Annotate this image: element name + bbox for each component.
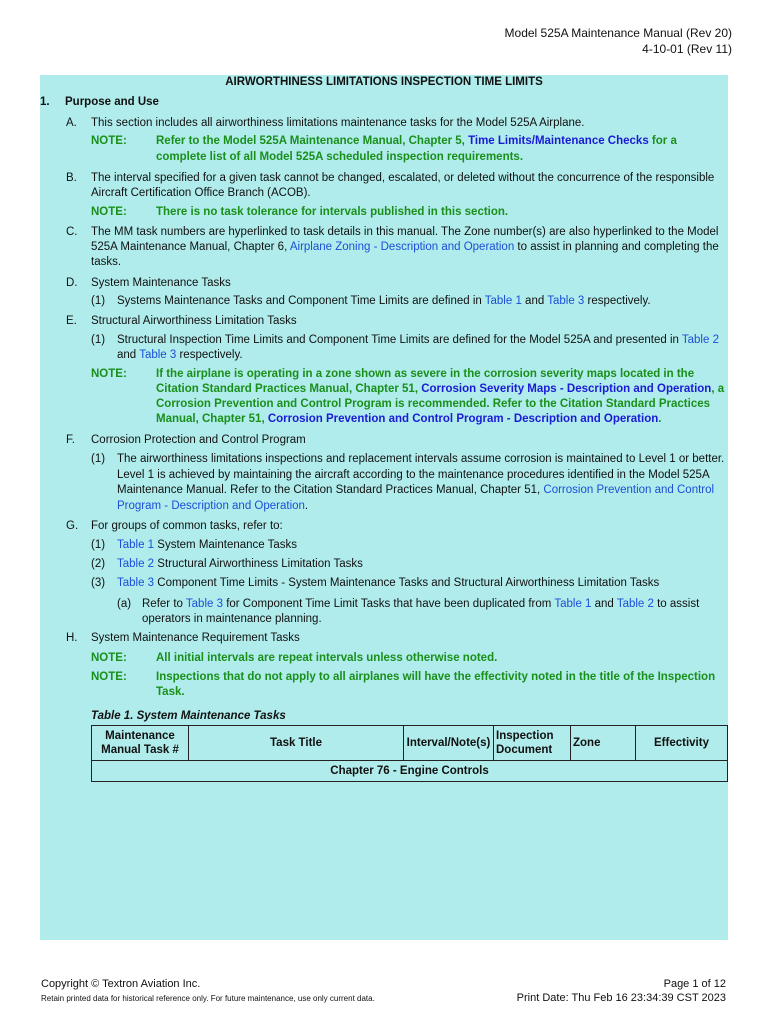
item-c-line2: 525A Maintenance Manual, Chapter 6, Airplane Zoning - Description and Operation to assist in planning and completing the <box>91 241 719 253</box>
link-table-1[interactable]: Table 1 <box>554 598 592 610</box>
item-f-line1: The airworthiness limitations inspections and replacement intervals assume corrosion is maintained to Level 1 or better. <box>117 453 725 465</box>
content-panel <box>40 75 728 940</box>
note-e-line3: Corrosion Prevention and Control Program is recommended. Refer to the Citation Standard Practices <box>156 398 711 410</box>
item-letter-d: D. <box>66 277 78 289</box>
sub-item-number: (3) <box>91 577 106 589</box>
item-g-1: Table 1 System Maintenance Tasks <box>117 539 298 551</box>
item-a-text: This section includes all airworthiness limitations maintenance tasks for the Model 525A Airplane. <box>91 117 585 129</box>
item-f-line3: Maintenance Manual. Refer to the Citation Standard Practices Manual, Chapter 51, Corrosion Prevention and Control <box>117 484 715 496</box>
link-program-description[interactable]: Program - Description and Operation <box>117 500 305 512</box>
note-e-line4: Manual, Chapter 51, Corrosion Prevention and Control Program - Description and Operation. <box>156 413 662 425</box>
table-header-row <box>92 726 728 761</box>
link-table-3[interactable]: Table 3 <box>547 295 585 307</box>
header-manual-title: Model 525A Maintenance Manual (Rev 20) <box>504 26 732 40</box>
col-header-task-number: Maintenance Manual Task # <box>92 726 189 761</box>
item-f-line4: Program - Description and Operation. <box>117 500 309 512</box>
item-e-sub-line1: Structural Inspection Time Limits and Component Time Limits are defined for the Model 525A and presented in Table 2 <box>117 334 719 346</box>
item-b-line1: The interval specified for a given task cannot be changed, escalated, or deleted without the concurrence of the responsible <box>91 172 715 184</box>
retain-notice: Retain printed data for historical reference only. For future maintenance, use only current data. <box>41 994 375 1003</box>
link-table-3[interactable]: Table 3 <box>185 598 223 610</box>
item-d-sub-text: Systems Maintenance Tasks and Component Time Limits are defined in Table 1 and Table 3 respectively. <box>117 295 651 307</box>
item-f-text: Corrosion Protection and Control Program <box>91 434 306 446</box>
item-f-line2: Level 1 is achieved by maintaining the aircraft according to the maintenance procedures identified in the Model 525A <box>117 469 710 481</box>
item-b-line2: Aircraft Certification Office Branch (ACOB). <box>91 187 311 199</box>
sub-item-number: (1) <box>91 295 106 307</box>
item-g-a-line1: Refer to Table 3 for Component Time Limit Tasks that have been duplicated from Table 1 and Table 2 to assist <box>142 598 700 610</box>
item-letter-c: C. <box>66 226 78 238</box>
link-table-2[interactable]: Table 2 <box>616 598 654 610</box>
note-label: NOTE: <box>91 135 127 147</box>
item-letter-f: F. <box>66 434 75 446</box>
item-letter-b: B. <box>66 172 77 184</box>
item-letter-g: G. <box>66 520 79 532</box>
item-c-line3: tasks. <box>91 256 122 268</box>
sub-sub-item-number: (a) <box>117 598 132 610</box>
link-table-2[interactable]: Table 2 <box>117 558 155 570</box>
item-c-line1: The MM task numbers are hyperlinked to task details in this manual. The Zone number(s) are also hyperlinked to the Model <box>91 226 719 238</box>
item-e-text: Structural Airworthiness Limitation Tasks <box>91 315 297 327</box>
section-number: 1. <box>40 96 50 108</box>
item-letter-h: H. <box>66 632 78 644</box>
note-label: NOTE: <box>91 652 127 664</box>
link-table-3[interactable]: Table 3 <box>139 349 177 361</box>
link-table-3[interactable]: Table 3 <box>117 577 155 589</box>
link-table-2[interactable]: Table 2 <box>681 334 719 346</box>
page-header <box>505 25 732 57</box>
item-e-sub-line2: and Table 3 respectively. <box>117 349 243 361</box>
link-corrosion-prevention-control[interactable]: Corrosion Prevention and Control <box>543 484 715 496</box>
system-maintenance-table <box>91 725 728 782</box>
note-label: NOTE: <box>91 368 127 380</box>
item-h-text: System Maintenance Requirement Tasks <box>91 632 300 644</box>
item-g-a-line2: operators in maintenance planning. <box>142 613 322 625</box>
note-a-line1: Refer to the Model 525A Maintenance Manual, Chapter 5, Time Limits/Maintenance Checks for a <box>156 135 677 147</box>
col-header-task-title: Task Title <box>189 726 404 761</box>
note-a-line2: complete list of all Model 525A scheduled inspection requirements. <box>156 151 524 163</box>
item-letter-a: A. <box>66 117 77 129</box>
note-label: NOTE: <box>91 671 127 683</box>
copyright: Copyright © Textron Aviation Inc. <box>41 978 201 990</box>
col-header-interval: Interval/Note(s) <box>404 726 494 761</box>
col-header-effectivity: Effectivity <box>636 726 728 761</box>
note-e-line1: If the airplane is operating in a zone shown as severe in the corrosion severity maps located in the <box>156 368 695 380</box>
note-b-text: There is no task tolerance for intervals published in this section. <box>156 206 509 218</box>
note-h-2-line1: Inspections that do not apply to all airplanes will have the effectivity noted in the title of the Inspection <box>156 671 716 683</box>
item-g-2: Table 2 Structural Airworthiness Limitation Tasks <box>117 558 363 570</box>
sub-item-number: (1) <box>91 539 106 551</box>
link-table-1[interactable]: Table 1 <box>484 295 522 307</box>
link-corrosion-severity-maps[interactable]: Corrosion Severity Maps - Description and Operation <box>421 383 712 395</box>
col-header-inspection-document: Inspection Document <box>494 726 571 761</box>
sub-item-number: (2) <box>91 558 106 570</box>
sub-item-number: (1) <box>91 453 106 465</box>
item-d-text: System Maintenance Tasks <box>91 277 231 289</box>
note-h-2-line2: Task. <box>156 686 185 698</box>
sub-item-number: (1) <box>91 334 106 346</box>
section-heading: Purpose and Use <box>65 96 159 108</box>
link-table-1[interactable]: Table 1 <box>117 539 155 551</box>
link-corrosion-prevention-program[interactable]: Corrosion Prevention and Control Program - Description and Operation <box>267 413 659 425</box>
header-section-number: 4-10-01 (Rev 11) <box>642 42 732 56</box>
item-g-3: Table 3 Component Time Limits - System Maintenance Tasks and Structural Airworthiness Limitation Tasks <box>117 577 660 589</box>
page-number: Page 1 of 12 <box>663 978 726 990</box>
item-g-text: For groups of common tasks, refer to: <box>91 520 283 532</box>
note-e-line2: Citation Standard Practices Manual, Chapter 51, Corrosion Severity Maps - Description and Operation, a <box>156 383 725 395</box>
note-h-1: All initial intervals are repeat intervals unless otherwise noted. <box>156 652 498 664</box>
link-time-limits[interactable]: Time Limits/Maintenance Checks <box>468 135 649 147</box>
item-letter-e: E. <box>66 315 77 327</box>
col-header-zone: Zone <box>571 726 636 761</box>
chapter-heading: Chapter 76 - Engine Controls <box>92 761 728 782</box>
print-date: Print Date: Thu Feb 16 23:34:39 CST 2023 <box>516 992 726 1004</box>
note-label: NOTE: <box>91 206 127 218</box>
table-caption: Table 1. System Maintenance Tasks <box>91 710 286 722</box>
link-airplane-zoning[interactable]: Airplane Zoning - Description and Operation <box>289 241 515 253</box>
section-title: AIRWORTHINESS LIMITATIONS INSPECTION TIME LIMITS <box>225 76 543 88</box>
table-chapter-row <box>92 761 728 782</box>
